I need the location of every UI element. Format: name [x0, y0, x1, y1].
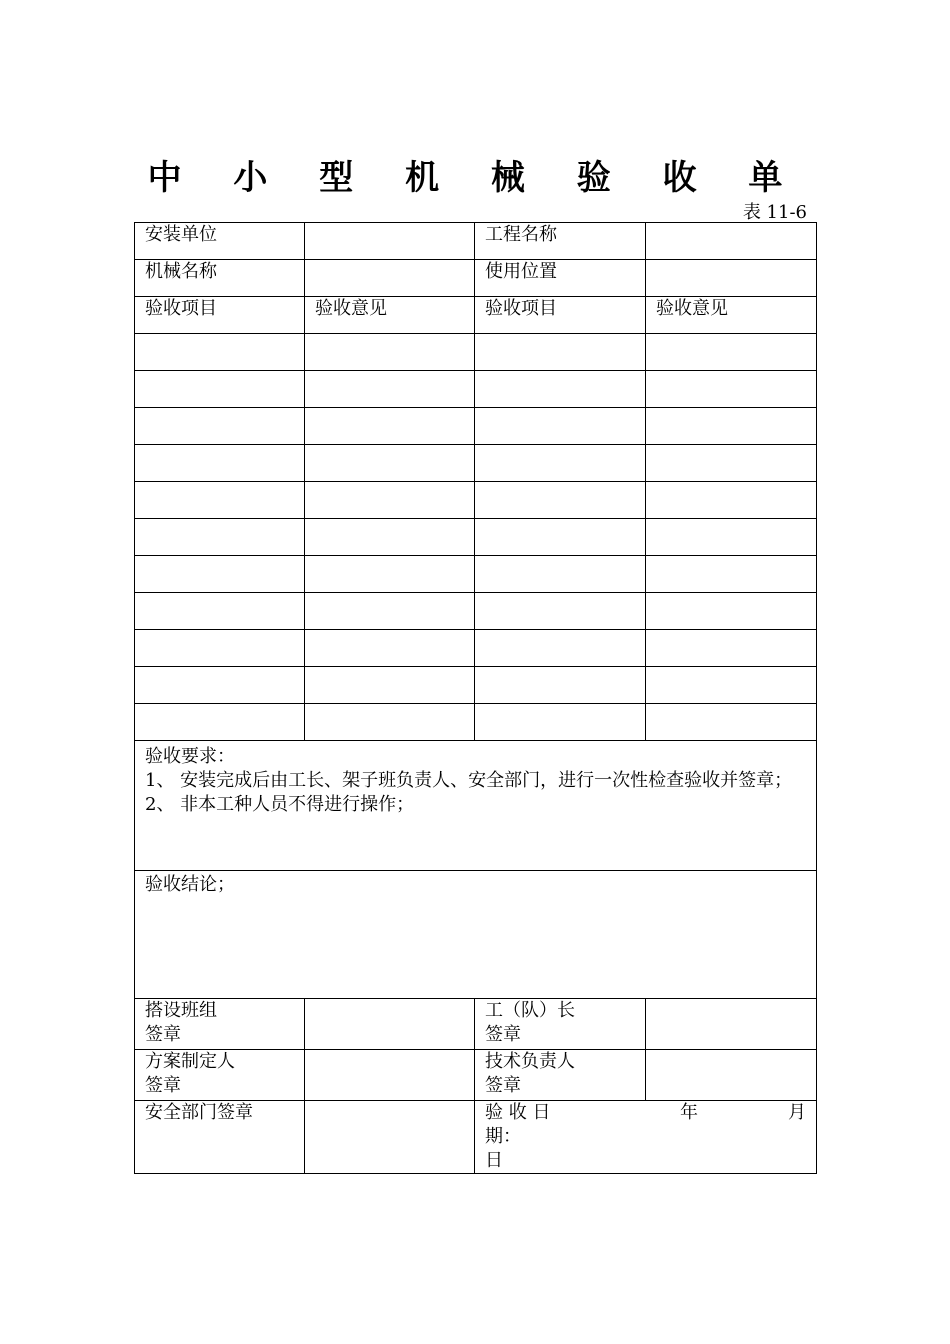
- item-header-2: 验收项目: [475, 297, 646, 334]
- inspection-cell[interactable]: [475, 445, 646, 482]
- inspection-cell[interactable]: [475, 556, 646, 593]
- foreman-text: 工（队）长: [485, 1000, 575, 1021]
- inspection-cell[interactable]: [305, 482, 475, 519]
- inspection-row: [135, 704, 817, 741]
- inspection-cell[interactable]: [646, 445, 817, 482]
- inspection-cell[interactable]: [646, 408, 817, 445]
- inspection-row: [135, 371, 817, 408]
- setup-team-sign-text: 签章: [145, 1024, 181, 1045]
- acceptance-form-table: [134, 222, 817, 1174]
- form-row-column-headers: [135, 297, 817, 334]
- inspection-cell[interactable]: [305, 556, 475, 593]
- opinion-header-2: 验收意见: [646, 297, 817, 334]
- date-label: 验 收 日 期：: [485, 1102, 551, 1147]
- inspection-cell[interactable]: [646, 334, 817, 371]
- inspection-cell[interactable]: [135, 519, 305, 556]
- table-number: 表 11-6: [742, 202, 807, 223]
- plan-maker-sign-text: 签章: [145, 1075, 181, 1096]
- inspection-row: [135, 408, 817, 445]
- inspection-row: [135, 556, 817, 593]
- inspection-cell[interactable]: [305, 445, 475, 482]
- inspection-cell[interactable]: [305, 408, 475, 445]
- inspection-cell[interactable]: [475, 593, 646, 630]
- inspection-cell[interactable]: [135, 445, 305, 482]
- project-name-field[interactable]: [646, 223, 817, 260]
- inspection-cell[interactable]: [305, 334, 475, 371]
- inspection-cell[interactable]: [135, 482, 305, 519]
- install-unit-label: 安装单位: [135, 223, 305, 260]
- inspection-cell[interactable]: [646, 556, 817, 593]
- conclusion-heading: 验收结论；: [145, 874, 235, 895]
- inspection-cell[interactable]: [135, 667, 305, 704]
- inspection-cell[interactable]: [475, 519, 646, 556]
- location-label: 使用位置: [475, 260, 646, 297]
- inspection-row: [135, 445, 817, 482]
- acceptance-date-cell[interactable]: [475, 1101, 817, 1174]
- signature-row-plan: [135, 1050, 817, 1101]
- item-header-1: 验收项目: [135, 297, 305, 334]
- requirement-item: 2、 非本工种人员不得进行操作；: [145, 794, 415, 815]
- tech-lead-signature-field[interactable]: [646, 1050, 817, 1101]
- inspection-cell[interactable]: [135, 408, 305, 445]
- inspection-cell[interactable]: [475, 704, 646, 741]
- tech-lead-label: [475, 1050, 646, 1101]
- safety-dept-signature-field[interactable]: [305, 1101, 475, 1174]
- tech-lead-text: 技术负责人: [485, 1051, 575, 1072]
- inspection-cell[interactable]: [646, 593, 817, 630]
- project-name-label: 工程名称: [475, 223, 646, 260]
- setup-team-signature-field[interactable]: [305, 999, 475, 1050]
- requirements-cell: [135, 741, 817, 871]
- inspection-row: [135, 519, 817, 556]
- inspection-row: [135, 630, 817, 667]
- setup-team-label: [135, 999, 305, 1050]
- inspection-cell[interactable]: [305, 593, 475, 630]
- inspection-cell[interactable]: [305, 630, 475, 667]
- inspection-cell[interactable]: [135, 371, 305, 408]
- inspection-cell[interactable]: [475, 334, 646, 371]
- requirements-list: [145, 769, 806, 817]
- plan-maker-label: [135, 1050, 305, 1101]
- conclusion-row: [135, 871, 817, 999]
- date-day: 日: [485, 1150, 503, 1171]
- inspection-row: [135, 593, 817, 630]
- signature-row-setup: [135, 999, 817, 1050]
- inspection-cell[interactable]: [646, 519, 817, 556]
- inspection-cell[interactable]: [646, 667, 817, 704]
- inspection-cell[interactable]: [646, 630, 817, 667]
- inspection-cell[interactable]: [475, 630, 646, 667]
- inspection-row: [135, 482, 817, 519]
- inspection-cell[interactable]: [305, 704, 475, 741]
- signature-row-safety: [135, 1101, 817, 1174]
- form-row-install-unit: [135, 223, 817, 260]
- tech-lead-sign-text: 签章: [485, 1075, 521, 1096]
- inspection-cell[interactable]: [305, 667, 475, 704]
- inspection-cell[interactable]: [135, 704, 305, 741]
- inspection-cell[interactable]: [135, 556, 305, 593]
- plan-maker-text: 方案制定人: [145, 1051, 235, 1072]
- install-unit-field[interactable]: [305, 223, 475, 260]
- inspection-cell[interactable]: [646, 704, 817, 741]
- inspection-cell[interactable]: [305, 519, 475, 556]
- requirement-item: 1、 安装完成后由工长、架子班负责人、安全部门，进行一次性检查验收并签章；: [145, 770, 793, 791]
- inspection-cell[interactable]: [305, 371, 475, 408]
- inspection-cell[interactable]: [135, 630, 305, 667]
- inspection-cell[interactable]: [475, 482, 646, 519]
- page-title: 中 小 型 机 械 验 收 单: [147, 158, 803, 198]
- date-month: 月: [788, 1102, 806, 1123]
- foreman-signature-field[interactable]: [646, 999, 817, 1050]
- inspection-cell[interactable]: [135, 593, 305, 630]
- date-line: [485, 1101, 806, 1149]
- inspection-cell[interactable]: [646, 482, 817, 519]
- machine-name-field[interactable]: [305, 260, 475, 297]
- inspection-row: [135, 334, 817, 371]
- safety-dept-label: 安全部门签章: [135, 1101, 305, 1174]
- foreman-sign-text: 签章: [485, 1024, 521, 1045]
- requirements-heading: 验收要求：: [145, 746, 235, 767]
- opinion-header-1: 验收意见: [305, 297, 475, 334]
- machine-name-label: 机械名称: [135, 260, 305, 297]
- plan-maker-signature-field[interactable]: [305, 1050, 475, 1101]
- inspection-cell[interactable]: [475, 667, 646, 704]
- form-row-machine-name: [135, 260, 817, 297]
- foreman-label: [475, 999, 646, 1050]
- inspection-cell[interactable]: [475, 371, 646, 408]
- location-field[interactable]: [646, 260, 817, 297]
- requirements-row: [135, 741, 817, 871]
- setup-team-text: 搭设班组: [145, 1000, 217, 1021]
- date-year: 年: [680, 1102, 698, 1123]
- conclusion-cell[interactable]: [135, 871, 817, 999]
- inspection-row: [135, 667, 817, 704]
- inspection-cell[interactable]: [135, 334, 305, 371]
- inspection-cell[interactable]: [646, 371, 817, 408]
- inspection-cell[interactable]: [475, 408, 646, 445]
